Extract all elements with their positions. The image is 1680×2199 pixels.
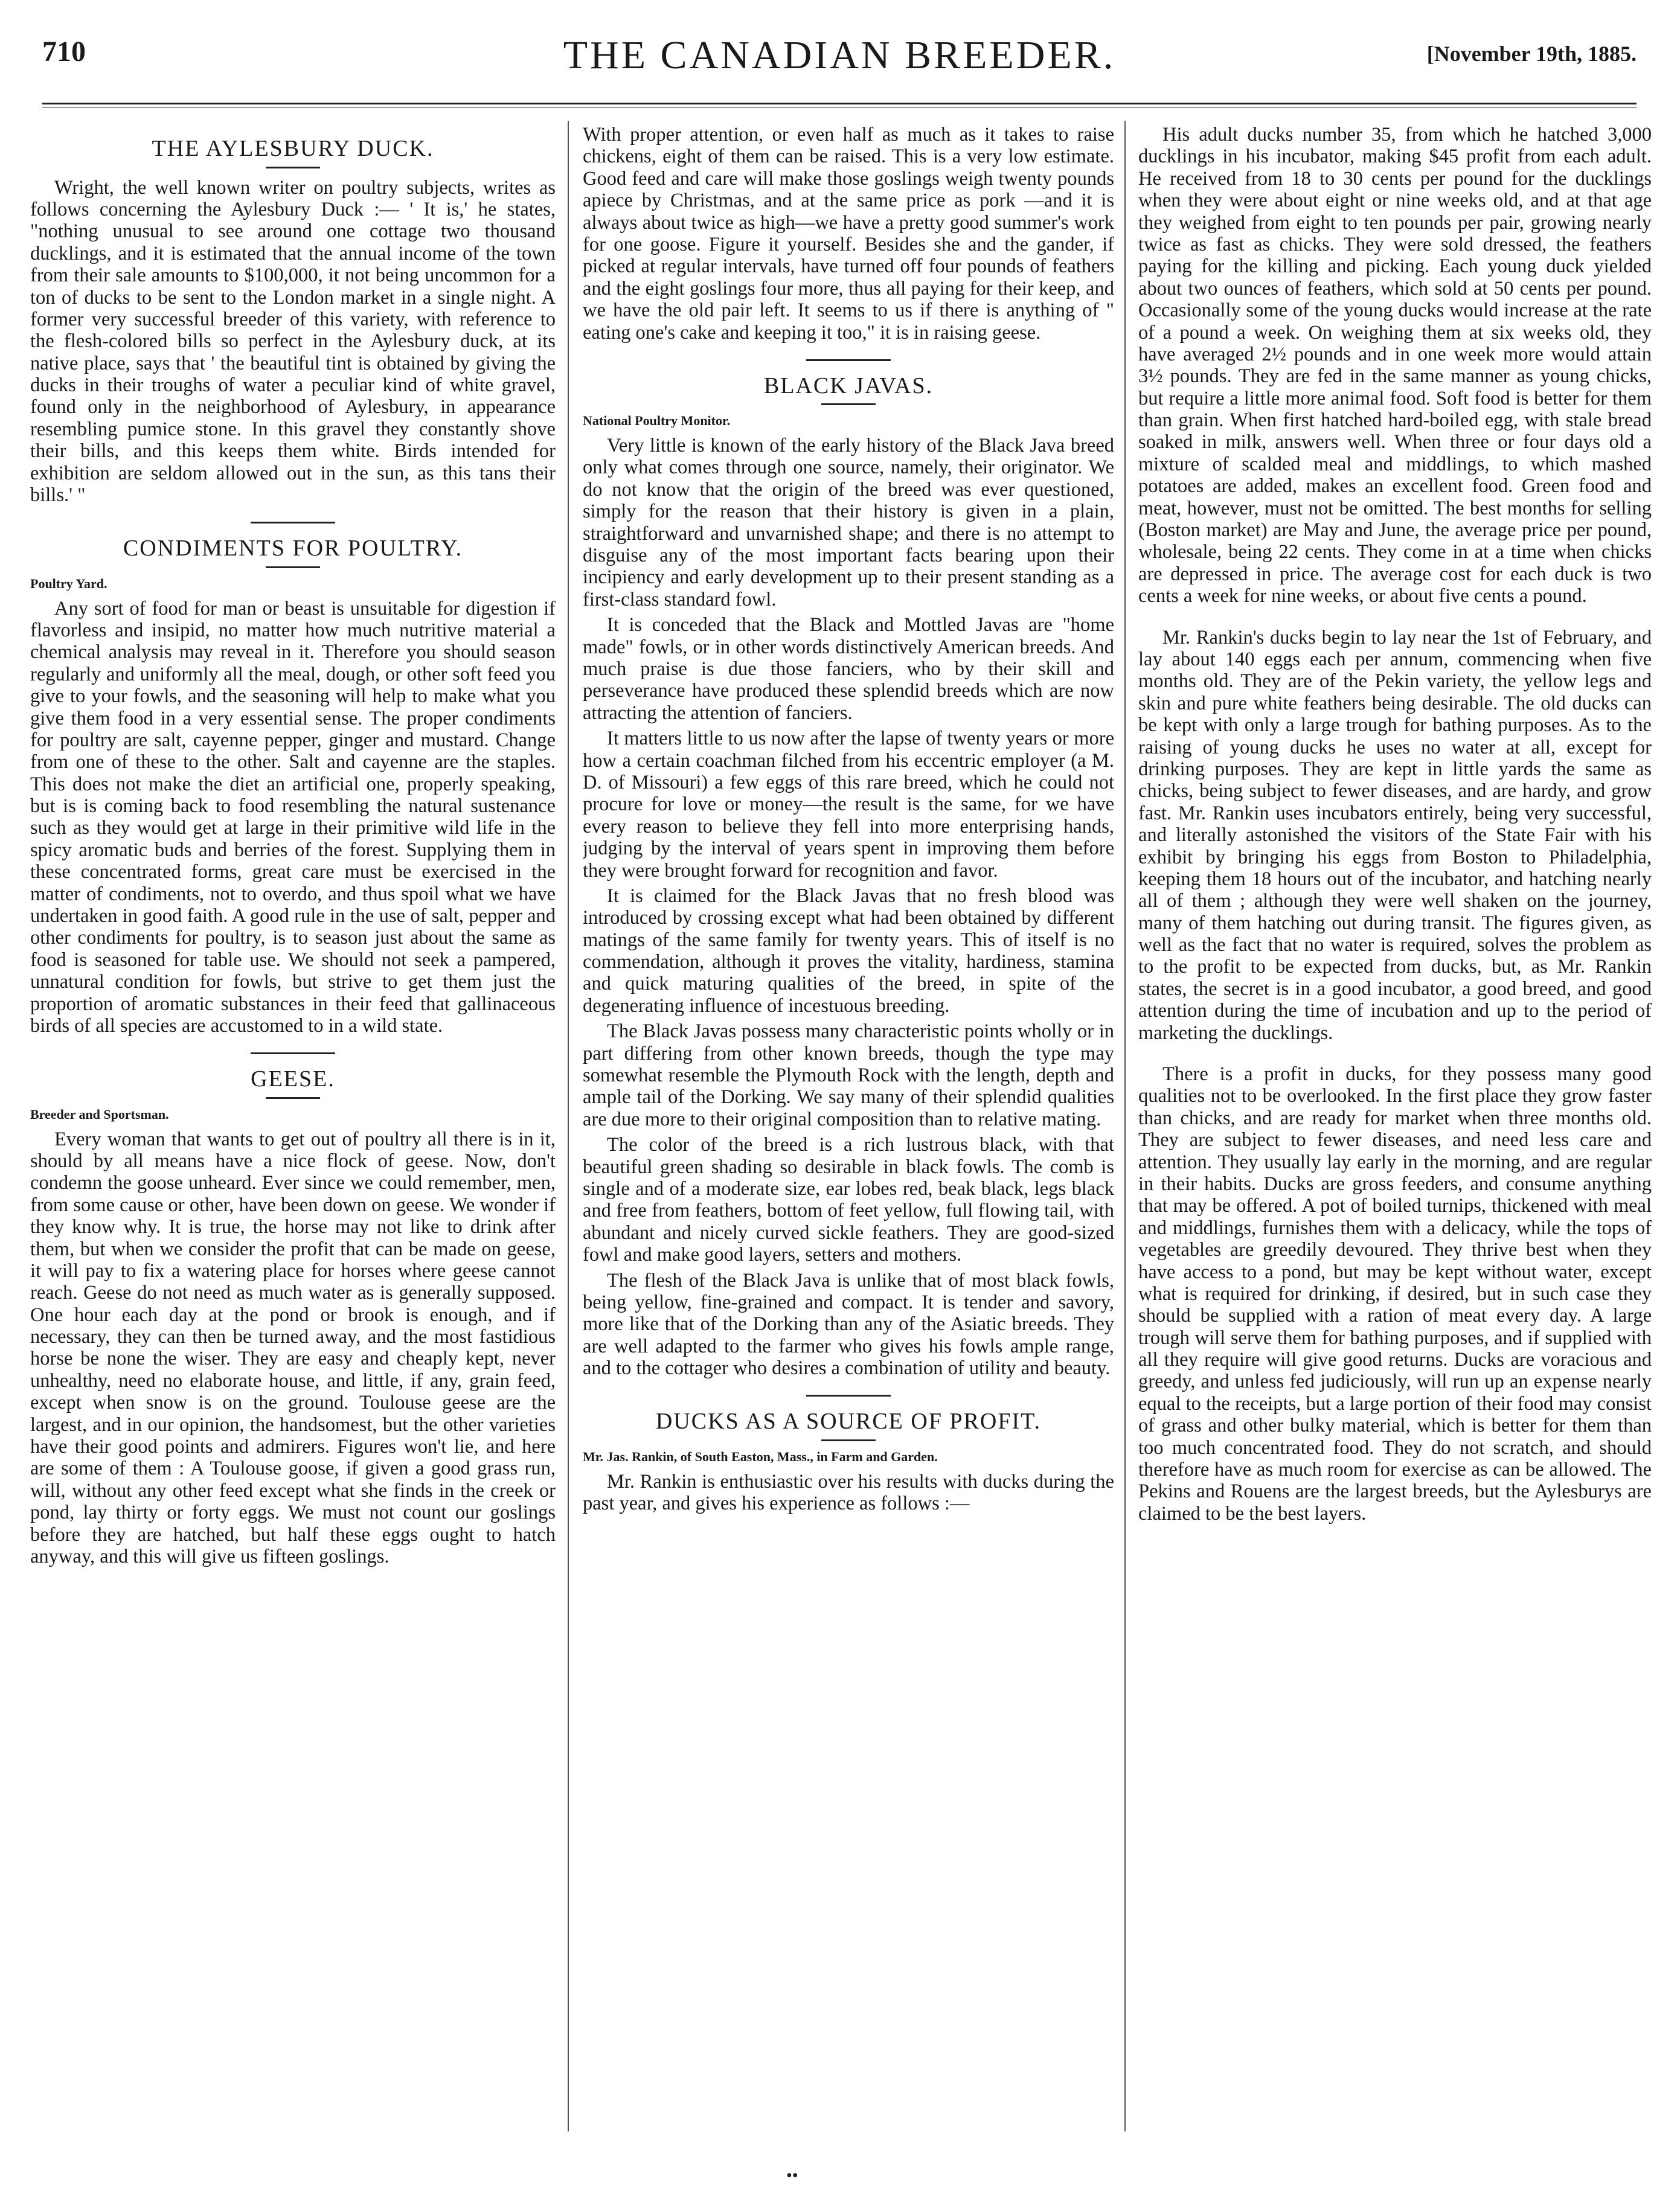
geese-paragraph-2: With proper attention, or even half as much as it takes to raise chickens, eight of them can be raised. This is a very low estimate. Good feed and care will make those goslings weigh twenty pounds apiece by Christmas, and at the same price as pork —and it is always about twice as high—we have a pretty good summer's work for one goose. Figure it yourself. Besides she and the gander, if picked at regular intervals, have turned off four pounds of feathers and the eight goslings four more, thus all paying for their keep, and we have the old pair left. It seems to us if there is anything of " eating one's cake and keeping it too," it is in raising geese. [583, 124, 1114, 344]
column-1 [30, 124, 556, 2165]
black-javas-paragraph: It matters little to us now after the lapse of twenty years or more how a certain coachman filched from his eccentric employer (a M. D. of Missouri) a few eggs of this rare breed, which he could not procure for love or money—the result is the same, for we have every reason to believe they fell into more enterprising hands, judging by the interval of years spent in improving them before they were brought forward for recognition and favor. [583, 728, 1114, 882]
article-source-condiments: Poultry Yard. [30, 575, 107, 591]
publication-title: THE CANADIAN BREEDER. [563, 33, 1116, 77]
ducks-profit-paragraph: Mr. Rankin is enthusiastic over his results with ducks during the past year, and gives his experience as follows :— [583, 1470, 1114, 1515]
article-title-aylesbury: THE AYLESBURY DUCK. [152, 136, 434, 161]
column-divider-2 [1124, 121, 1126, 2131]
header-rule [42, 103, 1637, 104]
condiments-paragraph: Any sort of food for man or beast is unsuitable for digestion if flavorless and insipid, no matter how much nutritive material a chemical analysis may reveal in it. Therefore you should season regularly and uniformly all the meal, dough, or other soft feed you give to your fowls, and the seasoning will help to make what you give them food in a very essential sense. The proper condiments for poultry are salt, cayenne pepper, ginger and mustard. Change from one of these to the other. Salt and cayenne are the staples. This does not make the diet an artificial one, properly speaking, but is is coming back to food resembling the natural sustenance such as they would get at large in their primitive wild life in the spicy aromatic buds and berries of the forest. Supplying them in these concentrated forms, great care must be exercised in the matter of condiments, not to overdo, and thus spoil what we have undertaken in good faith. A good rule in the use of salt, pepper and other condiments for poultry, is to season just about the same as food is seasoned for table use. We should not seek a pampered, unnatural condition for fowls, but strive to get them just the proportion of aromatic substances in their feed that gallinaceous birds of all species are accustomed to in a wild state. [30, 597, 556, 1037]
page-header [42, 35, 1637, 77]
paragraph-gap [1138, 611, 1652, 627]
geese-paragraph-1: Every woman that wants to get out of poultry all there is in it, should by all means have a nice flock of geese. Now, don't condemn the goose unheard. Ever since we could remember, men, from some cause or other, have been down on geese. We wonder if they know why. It is true, the horse may not like to drink after them, but when we consider the profit that can be made on geese, it will pay to fix a watering place for horses where geese cannot reach. Geese do not need as much water as is generally supposed. One hour each day at the pond or brook is enough, and if necessary, they can then be turned away, and the most fastidious horse be none the wiser. They are easy and cheaply kept, never unhealthy, need no elaborate house, and little, if any, grain feed, except when snow is on the ground. Toulouse geese are the largest, and in our opinion, the handsomest, but the other varieties have their good points and admirers. Figures won't lie, and here are some of them : A Toulouse goose, if given a good grass run, will, without any other feed except what she finds in the creek or pond, lay thirty or forty eggs. We must not count our goslings before they are hatched, but half these eggs ought to hatch anyway, and this will give us fifteen goslings. [30, 1128, 556, 1567]
title-rule [266, 1097, 320, 1099]
ducks-profit-paragraph: There is a profit in ducks, for they possess many good qualities not to be overlooked. In the first place they grow faster than chicks, and are ready for market when three months old. They are subject to fewer diseases, and need less care and attention. They usually lay early in the morning, and are regular in their habits. Ducks are gross feeders, and consume anything that may be offered. A pot of boiled turnips, thickened with meal and middlings, furnishes them with a delicacy, while the tops of vegetables are greedily devoured. They thrive best when they have access to a pond, but may be kept without water, except what is required for drinking, if desired, but in such case they should be supplied with a ration of meat every day. A large trough will serve them for bathing purposes, and if supplied with all they require will give good returns. Ducks are voracious and greedy, and unless fed judiciously, will run up an expense nearly equal to the receipts, but a large portion of their food may consist of grass and other bulky material, which is better for them than too much concentrated food. They do not scratch, and should therefore have as much room for exercise as can be allowed. The Pekins and Rouens are the largest breeds, but the Aylesburys are claimed to be the best layers. [1138, 1063, 1652, 1525]
paragraph-gap [1138, 1048, 1652, 1063]
article-title-black-javas: BLACK JAVAS. [763, 373, 934, 399]
black-javas-paragraph: It is claimed for the Black Javas that no fresh blood was introduced by crossing except what had been obtained by different matings of the same family for twenty years. This of itself is no commendation, although it proves the vitality, hardiness, stamina and quick maturing qualities of the breed, in spite of the degenerating influence of incestuous breeding. [583, 885, 1114, 1017]
header-rule-thin [42, 107, 1637, 108]
title-rule [266, 167, 320, 168]
article-title-condiments: CONDIMENTS FOR POULTRY. [123, 536, 463, 562]
black-javas-paragraph: Very little is known of the early history of the Black Java breed only what comes through one source, namely, their originator. We do not know that the origin of the breed was ever questioned, simply for the reason that their history is given in a plain, straightforward and unvarnished shape; and there is no attempt to disguise any of the most important facts bearing upon their incipiency and early development up to their present standing as a first-class standard fowl. [583, 435, 1114, 610]
title-rule [821, 403, 876, 405]
article-separator [251, 522, 335, 523]
black-javas-paragraph: The flesh of the Black Java is unlike that of most black fowls, being yellow, fine-grained and compact. It is tender and savory, more like that of the Dorking than any of the Asiatic breeds. They are well adapted to the farmer who gives his fowls ample range, and to the cottager who desires a combination of utility and beauty. [583, 1269, 1114, 1380]
column-divider-1 [568, 121, 569, 2131]
page-number: 710 [42, 36, 86, 68]
article-title-geese: GEESE. [251, 1066, 335, 1092]
article-separator [806, 359, 891, 361]
article-separator [806, 1395, 891, 1397]
article-source-geese: Breeder and Sportsman. [30, 1106, 169, 1122]
ducks-profit-paragraph: His adult ducks number 35, from which he hatched 3,000 ducklings in his incubator, making $45 profit from each adult. He received from 18 to 30 cents per pound for the ducklings when they were about eight or nine weeks old, and at that age they weighed from eight to ten pounds per pair, growing nearly twice as fast as chicks. They were sold dressed, the feathers paying for the killing and picking. Each young duck yielded about two ounces of feathers, which sold at 50 cents per pound. Occasionally some of the young ducks would increase at the rate of a pound a week. On weighing them at six weeks old, they have averaged 2½ pounds and in one week more would attain 3½ pounds. They are fed in the same manner as young chicks, but require a little more animal food. Soft food is better for them than grain. When first hatched hard-boiled egg, with stale bread soaked in milk, answers well. When three or four days old a mixture of scalded meal and middlings, to which mashed potatoes are added, makes an excellent food. Green food and meat, however, must not be omitted. The best months for selling (Boston market) are May and June, the average price per pound, wholesale, being 22 cents. They come in at a time when chicks are depressed in price. The average cost for each duck is two cents a week for nine weeks, or about five cents a pound. [1138, 124, 1652, 607]
article-source-ducks-profit: Mr. Jas. Rankin, of South Easton, Mass., in Farm and Garden. [583, 1449, 938, 1465]
black-javas-paragraph: The Black Javas possess many characteristic points wholly or in part differing from other known breeds, though the type may somewhat resemble the Plymouth Rock with the length, depth and ample tail of the Dorking. We say many of their splendid qualities are due more to their original composition than to relative mating. [583, 1020, 1114, 1130]
article-source-black-javas: National Poultry Monitor. [583, 413, 731, 429]
aylesbury-paragraph: Wright, the well known writer on poultry subjects, writes as follows concerning the Aylesbury Duck :— ' It is,' he states, "nothing unusual to see around one cottage two thousand ducklings, and it is estimated that the annual income of the town from their sale amounts to $100,000, it not being uncommon for a ton of ducks to be sent to the London market in a single night. A former very successful breeder of this variety, with reference to the flesh-colored bills so perfect in the Aylesbury duck, at its native place, says that ' the beautiful tint is obtained by giving the ducks in their troughs of water a peculiar kind of white gravel, found only in the neighborhood of Aylesbury, in appearance resembling pumice stone. In this gravel they constantly shove their bills, and this keeps them white. Birds intended for exhibition are seldom allowed out in the sun, as this tans their bills.' " [30, 176, 556, 507]
ducks-profit-paragraph: Mr. Rankin's ducks begin to lay near the 1st of February, and lay about 140 eggs each per annum, commencing when five months old. They are of the Pekin variety, the yellow legs and skin and pure white feathers being desirable. The old ducks can be kept with only a large trough for bathing purposes. As to the raising of young ducks he uses no water at all, except for drinking purposes. They are kept in little yards the same as chicks, being subject to fewer diseases, and are hardy, and grow fast. Mr. Rankin uses incubators entirely, being very successful, and literally astonished the visitors of the State Fair with his exhibit by bringing his eggs from Boston to Philadelphia, keeping them 18 hours out of the incubator, and hatching nearly all of them ; although they were well shaken on the journey, many of them hatching out during transit. The figures given, as well as the fact that no water is required, solves the problem as to the profit to be expected from ducks, but, as Mr. Rankin states, the secret is in a good incubator, a good breed, and good attention during the time of incubation and up to the period of marketing the ducklings. [1138, 626, 1652, 1044]
column-3 [1138, 124, 1652, 2165]
title-rule [821, 1439, 876, 1441]
page-footer-mark: •• [786, 2166, 798, 2185]
article-separator [251, 1052, 335, 1054]
issue-date: [November 19th, 1885. [1426, 42, 1637, 66]
title-rule [266, 566, 320, 568]
article-title-ducks-profit: DUCKS AS A SOURCE OF PROFIT. [655, 1409, 1042, 1435]
column-2 [583, 124, 1114, 2165]
black-javas-paragraph: The color of the breed is a rich lustrous black, with that beautiful green shading so desirable in black fowls. The comb is single and of a moderate size, ear lobes red, beak black, legs black and free from feathers, bottom of feet yellow, full flowing tail, with abundant and nicely curved sickle feathers. They are good-sized fowl and make good layers, setters and mothers. [583, 1134, 1114, 1266]
black-javas-paragraph: It is conceded that the Black and Mottled Javas are "home made" fowls, or in other words distinctively American breeds. And much praise is due those fanciers, who by their skill and perseverance have produced these splendid breeds which are now attracting the attention of fanciers. [583, 614, 1114, 724]
